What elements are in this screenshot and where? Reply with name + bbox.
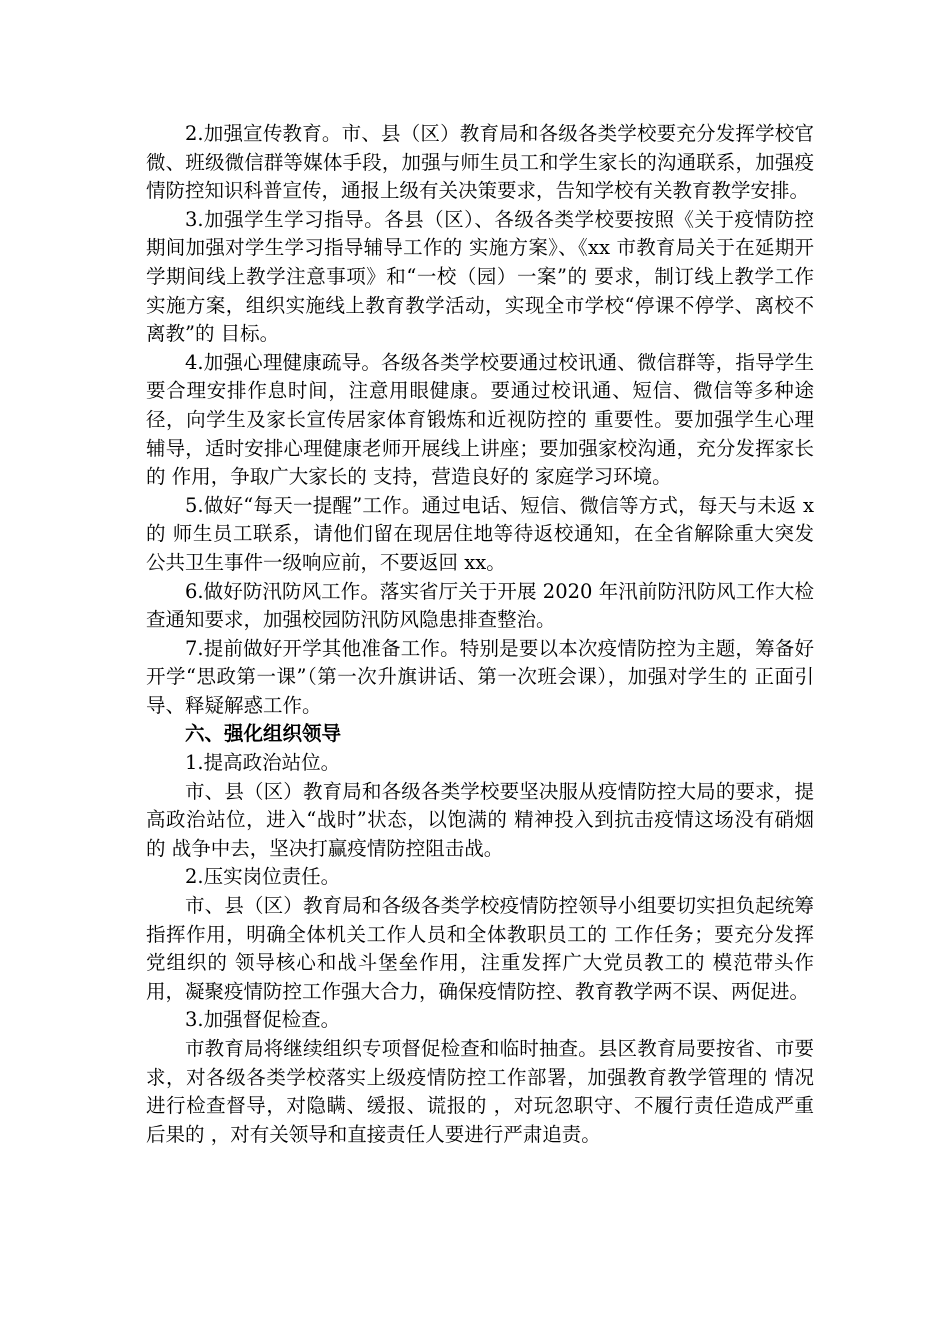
paragraph-flood-prevention: 6.做好防汛防风工作。落实省厅关于开展 2020 年汛前防汛防风工作大检查通知要求，加强校园防汛防风隐患排查整治。 bbox=[146, 579, 814, 632]
paragraph-publicity-education: 2.加强宣传教育。市、县（区）教育局和各级各类学校要充分发挥学校官微、班级微信群等媒体手段，加强与师生员工和学生家长的沟通联系，加强疫情防控知识科普宣传，通报上级有关决策要求，告知学校有关教育教学安排。 bbox=[146, 122, 814, 203]
paragraph-political-stance: 市、县（区）教育局和各级各类学校要坚决服从疫情防控大局的要求，提高政治站位，进入“战时”状态，以饱满的 精神投入到抗击疫情这场没有硝烟的 战争中去，坚决打赢疫情防控阻击战。 bbox=[146, 779, 814, 860]
paragraph-supervision: 市教育局将继续组织专项督促检查和临时抽查。县区教育局要按省、市要求，对各级各类学校落实上级疫情防控工作部署，加强教育教学管理的 情况进行检查督导，对隐瞒、缓报、谎报的 ，对玩忽职守、不履行责任造成严重后果的 ，对有关领导和直接责任人要进行严肃追责。 bbox=[146, 1037, 814, 1146]
section-heading-organization: 六、强化组织领导 bbox=[185, 722, 342, 746]
subheading-responsibility: 2.压实岗位责任。 bbox=[185, 865, 341, 889]
subheading-political-stance: 1.提高政治站位。 bbox=[185, 751, 341, 775]
paragraph-school-opening-prep: 7.提前做好开学其他准备工作。特别是要以本次疫情防控为主题，筹备好开学“思政第一课”（第一次升旗讲话、第一次班会课），加强对学生的 正面引导、释疑解惑工作。 bbox=[146, 636, 814, 717]
paragraph-mental-health: 4.加强心理健康疏导。各级各类学校要通过校讯通、微信群等，指导学生要合理安排作息时间，注意用眼健康。要通过校讯通、短信、微信等多种途径，向学生及家长宣传居家体育锻炼和近视防控的 重要性。要加强学生心理辅导，适时安排心理健康老师开展线上讲座；要加强家校沟通，充分发挥家长的 作用，争取广大家长的 支持，营造良好的 家庭学习环境。 bbox=[146, 350, 814, 489]
paragraph-daily-reminder: 5.做好“每天一提醒”工作。通过电话、短信、微信等方式，每天与未返 x 的 师生员工联系，请他们留在现居住地等待返校通知，在全省解除重大突发公共卫生事件一级响应前，不要返回 xx。 bbox=[146, 493, 814, 574]
paragraph-study-guidance: 3.加强学生学习指导。各县（区）、各级各类学校要按照《关于疫情防控期间加强对学生学习指导辅导工作的 实施方案》、《xx 市教育局关于在延期开学期间线上教学注意事项》和“一校（园）一案”的 要求，制订线上教学工作实施方案，组织实施线上教育教学活动，实现全市学校“停课不停学、离校不离教”的 目标。 bbox=[146, 207, 814, 346]
subheading-supervision: 3.加强督促检查。 bbox=[185, 1008, 341, 1032]
paragraph-responsibility: 市、县（区）教育局和各级各类学校疫情防控领导小组要切实担负起统筹指挥作用，明确全体机关工作人员和全体教职员工的 工作任务；要充分发挥党组织的 领导核心和战斗堡垒作用，注重发挥广大党员教工的 模范带头作用，凝聚疫情防控工作强大合力，确保疫情防控、教育教学两不误、两促进。 bbox=[146, 894, 814, 1003]
document-page bbox=[146, 120, 814, 1149]
